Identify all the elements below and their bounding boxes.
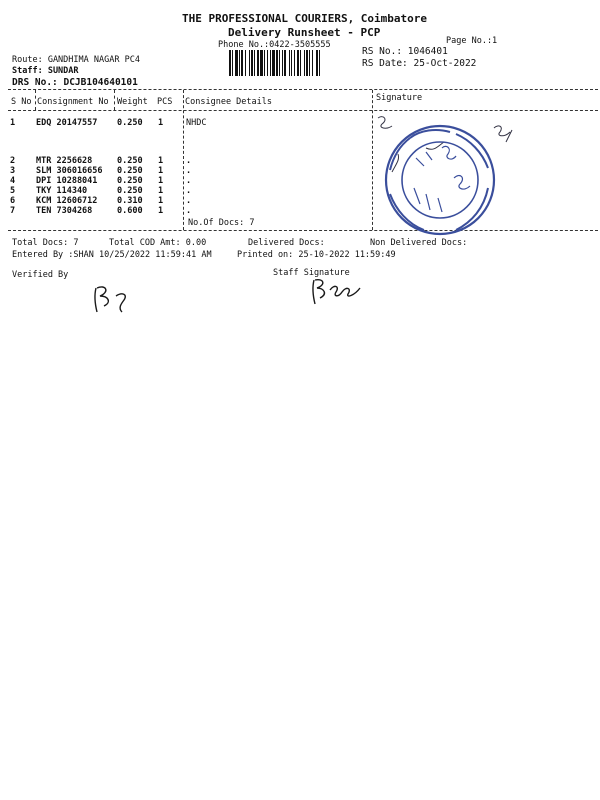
barcode-bar [306, 50, 308, 76]
row-consignment: MTR 2256628 [36, 156, 93, 166]
row-weight: 0.250 [117, 166, 143, 176]
column-header-consignee: Consignee Details [185, 97, 272, 107]
barcode-bar [316, 50, 318, 76]
row-consignee: . [186, 196, 192, 206]
barcode-bar [264, 50, 265, 76]
row-weight: 0.250 [117, 156, 143, 166]
barcode-bar [260, 50, 263, 76]
row-pcs: 1 [158, 118, 164, 128]
barcode-bar [235, 50, 238, 76]
row-weight: 0.250 [117, 118, 143, 128]
verified-by-label: Verified By [12, 270, 69, 280]
phone-number: Phone No.:0422-3505555 [218, 40, 331, 50]
table-row [10, 118, 370, 128]
row-pcs: 1 [158, 206, 164, 216]
rs-date: RS Date: 25-Oct-2022 [362, 58, 477, 69]
barcode-bar [279, 50, 280, 76]
row-weight: 0.310 [117, 196, 143, 206]
barcode-bar [294, 50, 295, 76]
column-divider [372, 90, 373, 230]
table-top-rule [8, 89, 598, 90]
table-row [10, 186, 370, 196]
barcode-bar [270, 50, 271, 76]
staff-signature-label: Staff Signature [273, 268, 350, 278]
barcode-bar [300, 50, 301, 76]
table-header-rule [8, 110, 598, 111]
barcode-bar [284, 50, 286, 76]
drs-number: DRS No.: DCJB104640101 [12, 77, 138, 88]
barcode-bar [251, 50, 253, 76]
staff-label: Staff: SUNDAR [12, 66, 79, 76]
column-header-pcs: PCS [157, 97, 173, 107]
row-sno: 3 [10, 166, 16, 176]
printed-on: Printed on: 25-10-2022 11:59:49 [237, 250, 396, 260]
barcode-bar [272, 50, 275, 76]
barcode-bar [239, 50, 240, 76]
row-weight: 0.250 [117, 186, 143, 196]
barcode-bar [257, 50, 259, 76]
table-row [10, 156, 370, 166]
barcode-bar [291, 50, 292, 76]
barcode-bar [297, 50, 299, 76]
row-consignment: KCM 12606712 [36, 196, 98, 206]
column-header-signature: Signature [376, 93, 423, 103]
no-of-docs: No.Of Docs: 7 [188, 218, 255, 228]
row-sno: 6 [10, 196, 16, 206]
barcode-bar [289, 50, 290, 76]
total-cod-amount: Total COD Amt: 0.00 [109, 238, 207, 248]
barcode-bar [249, 50, 250, 76]
row-consignment: EDQ 20147557 [36, 118, 98, 128]
row-consignment: DPI 10288041 [36, 176, 98, 186]
column-header-weight: Weight [117, 97, 148, 107]
barcode-bar [304, 50, 305, 76]
total-docs: Total Docs: 7 [12, 238, 79, 248]
entered-by: Entered By :SHAN 10/25/2022 11:59:41 AM [12, 250, 212, 260]
delivered-docs: Delivered Docs: [248, 238, 325, 248]
barcode [229, 50, 357, 76]
barcode-bar [309, 50, 310, 76]
row-consignee: . [186, 176, 192, 186]
barcode-bar [245, 50, 246, 76]
staff-signature-image [308, 276, 368, 308]
table-row [10, 206, 370, 216]
row-consignment: TEN 7304268 [36, 206, 93, 216]
row-pcs: 1 [158, 166, 164, 176]
row-consignee: NHDC [186, 118, 207, 128]
row-consignment: SLM 306016656 [36, 166, 103, 176]
row-sno: 2 [10, 156, 16, 166]
row-sno: 1 [10, 118, 16, 128]
row-weight: 0.250 [117, 176, 143, 186]
column-header-sno: S No [11, 97, 32, 107]
barcode-bar [319, 50, 320, 76]
barcode-bar [254, 50, 255, 76]
row-pcs: 1 [158, 186, 164, 196]
table-row [10, 166, 370, 176]
row-consignee: . [186, 156, 192, 166]
row-consignee: . [186, 186, 192, 196]
row-consignment: TKY 114340 [36, 186, 88, 196]
row-pcs: 1 [158, 156, 164, 166]
barcode-bar [229, 50, 231, 76]
page-number: Page No.:1 [446, 36, 498, 46]
table-row [10, 196, 370, 206]
row-pcs: 1 [158, 176, 164, 186]
company-name: THE PROFESSIONAL COURIERS, Coimbatore [182, 12, 428, 25]
row-sno: 4 [10, 176, 16, 186]
barcode-bar [312, 50, 313, 76]
table-row [10, 176, 370, 186]
column-divider [114, 90, 115, 110]
column-header-consignment: Consignment No [37, 97, 109, 107]
row-sno: 7 [10, 206, 16, 216]
document-title: Delivery Runsheet - PCP [228, 26, 381, 39]
rs-number: RS No.: 1046401 [362, 46, 448, 57]
row-consignee: . [186, 206, 192, 216]
row-consignee: . [186, 166, 192, 176]
barcode-bar [276, 50, 278, 76]
barcode-bar [282, 50, 283, 76]
route-label: Route: GANDHIMA NAGAR PC4 [12, 55, 140, 65]
barcode-bar [267, 50, 268, 76]
row-weight: 0.600 [117, 206, 143, 216]
non-delivered-docs: Non Delivered Docs: [370, 238, 468, 248]
barcode-bar [232, 50, 233, 76]
row-pcs: 1 [158, 196, 164, 206]
verified-by-signature [88, 282, 138, 316]
column-divider [35, 90, 36, 110]
delivery-stamp [380, 118, 500, 242]
row-sno: 5 [10, 186, 16, 196]
barcode-bar [241, 50, 243, 76]
